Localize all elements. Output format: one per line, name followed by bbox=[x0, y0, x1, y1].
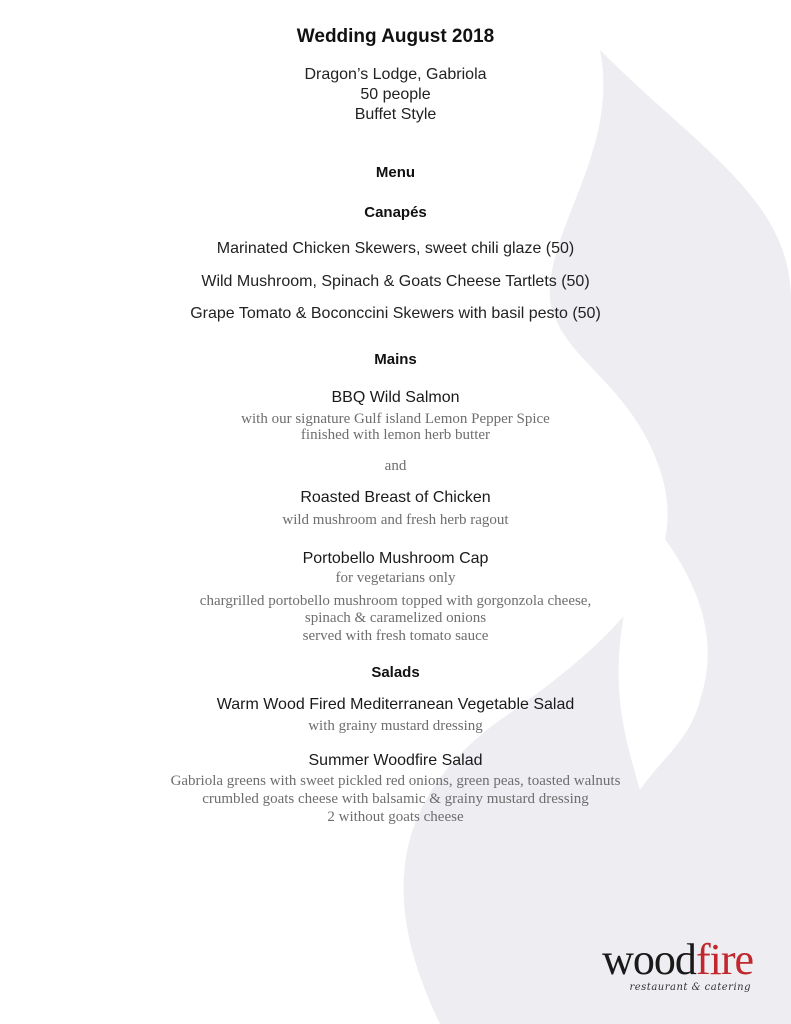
salad-description: Gabriola greens with sweet pickled red onions, green peas, toasted walnuts bbox=[170, 773, 621, 789]
logo-word-fire: fire bbox=[695, 935, 753, 984]
logo-tagline: restaurant & catering bbox=[629, 982, 751, 993]
venue: Dragon’s Lodge, Gabriola bbox=[304, 66, 487, 83]
service-style: Buffet Style bbox=[354, 106, 437, 123]
main-dish-description: with our signature Gulf island Lemon Pepper Spice bbox=[241, 411, 550, 427]
salad-description: 2 without goats cheese bbox=[327, 809, 464, 825]
logo-wordmark bbox=[602, 936, 753, 984]
canape-item: Grape Tomato & Boconccini Skewers with basil pesto (50) bbox=[190, 305, 601, 322]
main-dish-description: wild mushroom and fresh herb ragout bbox=[282, 512, 509, 528]
salad-description: crumbled goats cheese with balsamic & grainy mustard dressing bbox=[202, 791, 589, 807]
salad-description: with grainy mustard dressing bbox=[308, 718, 483, 734]
main-dish-name: Portobello Mushroom Cap bbox=[302, 550, 489, 567]
canape-item: Wild Mushroom, Spinach & Goats Cheese Tartlets (50) bbox=[201, 273, 590, 290]
logo-word-wood: wood bbox=[602, 935, 696, 984]
main-dish-name: Roasted Breast of Chicken bbox=[300, 489, 491, 506]
menu-connector: and bbox=[384, 458, 407, 474]
salad-name: Summer Woodfire Salad bbox=[308, 752, 483, 769]
salad-name: Warm Wood Fired Mediterranean Vegetable Salad bbox=[216, 696, 575, 713]
woodfire-logo bbox=[563, 936, 753, 998]
menu-heading: Menu bbox=[375, 164, 416, 181]
salads-heading: Salads bbox=[371, 664, 420, 681]
main-dish-name: BBQ Wild Salmon bbox=[331, 389, 460, 406]
main-dish-description: spinach & caramelized onions bbox=[304, 610, 487, 626]
main-dish-description: finished with lemon herb butter bbox=[300, 427, 491, 443]
main-dish-description: chargrilled portobello mushroom topped with gorgonzola cheese, bbox=[199, 593, 592, 609]
mains-heading: Mains bbox=[374, 351, 417, 368]
guest-count: 50 people bbox=[360, 86, 431, 103]
canape-item: Marinated Chicken Skewers, sweet chili glaze (50) bbox=[216, 240, 575, 257]
main-dish-description: for vegetarians only bbox=[335, 570, 456, 586]
canapes-heading: Canapés bbox=[364, 204, 427, 221]
main-dish-description: served with fresh tomato sauce bbox=[302, 628, 489, 644]
page-title: Wedding August 2018 bbox=[296, 26, 495, 47]
